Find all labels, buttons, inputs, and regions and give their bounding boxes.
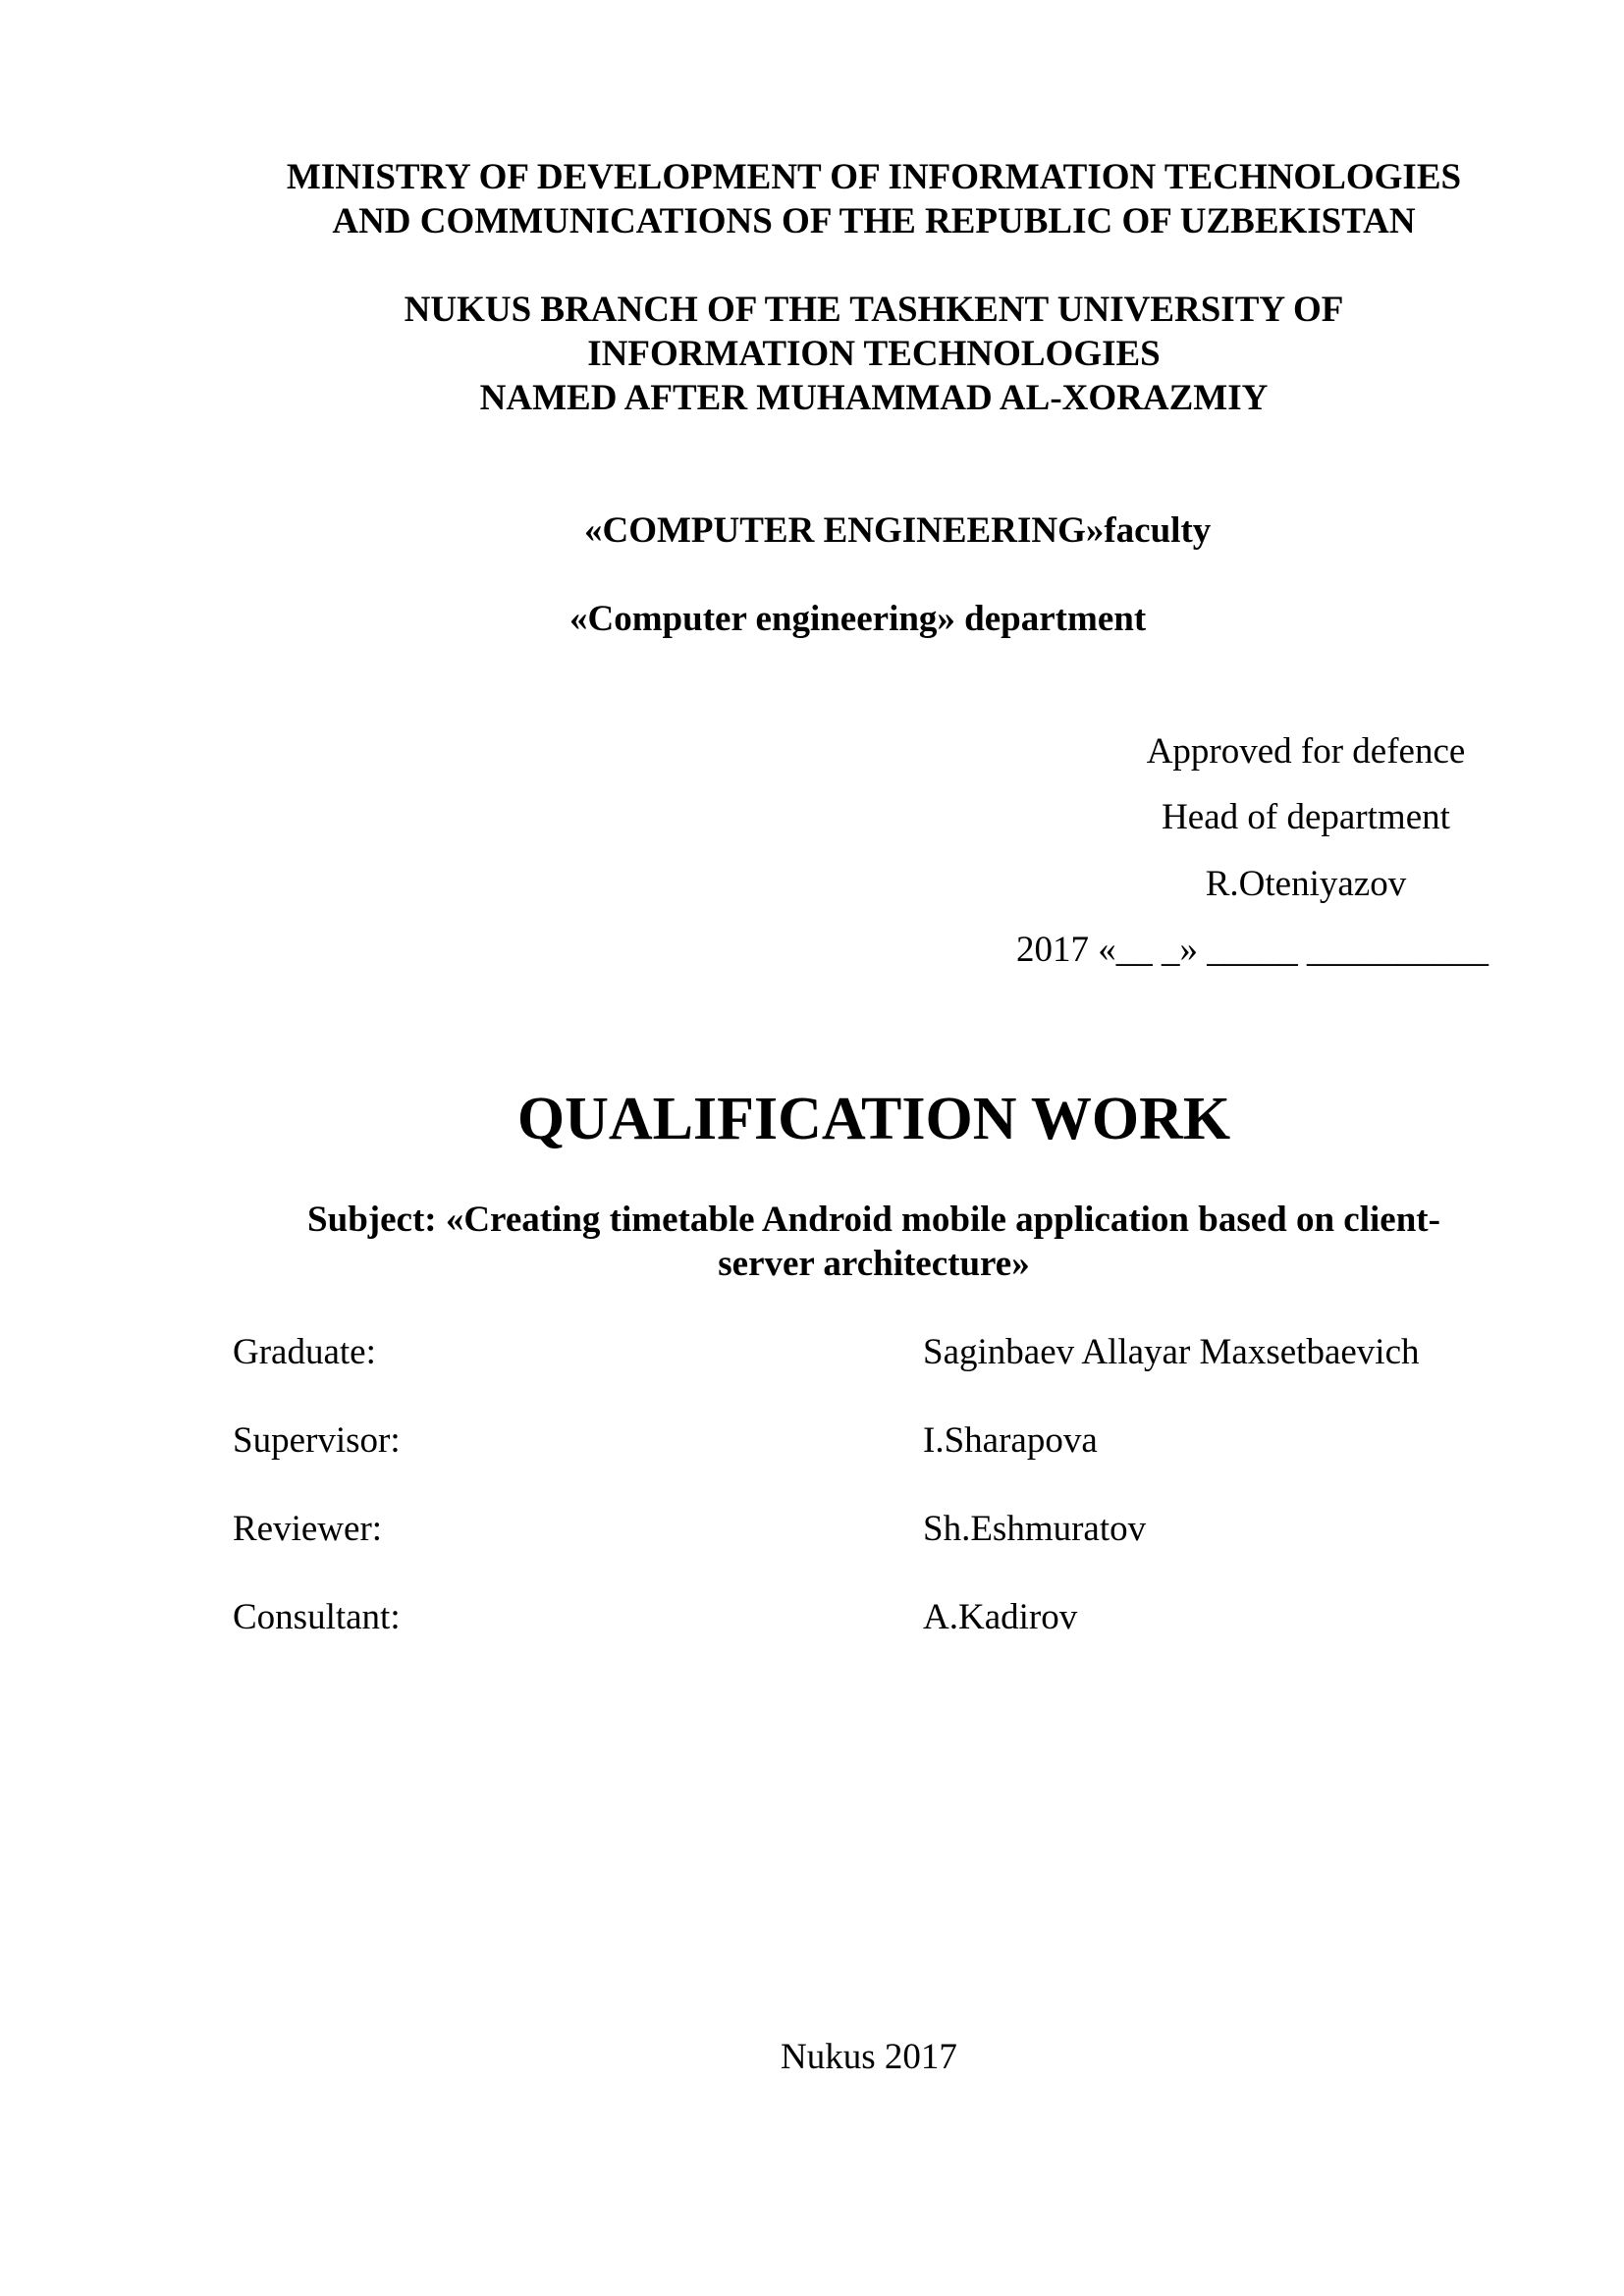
branch-heading-line-2: INFORMATION TECHNOLOGIES xyxy=(587,334,1161,374)
faculty-heading: «COMPUTER ENGINEERING»faculty xyxy=(584,510,1212,551)
approval-line-1: Approved for defence xyxy=(1146,731,1466,772)
person-label: Graduate: xyxy=(233,1332,376,1372)
subject-line-2: server architecture» xyxy=(718,1244,1030,1284)
approval-head-name: R.Oteniyazov xyxy=(1205,864,1407,904)
ministry-heading-line-2: AND COMMUNICATIONS OF THE REPUBLIC OF UZBEKISTAN xyxy=(332,201,1416,241)
person-name: Sh.Eshmuratov xyxy=(923,1509,1147,1549)
person-name: Saginbaev Allayar Maxsetbaevich xyxy=(923,1332,1420,1372)
person-name: I.Sharapova xyxy=(923,1420,1098,1461)
approval-line-2: Head of department xyxy=(1162,797,1450,837)
person-row-supervisor xyxy=(233,1418,1509,1463)
person-row-reviewer xyxy=(233,1507,1509,1551)
subject-line-1: Subject: «Creating timetable Android mobile application based on client- xyxy=(307,1200,1440,1240)
person-label: Consultant: xyxy=(233,1597,401,1637)
branch-heading-line-1: NUKUS BRANCH OF THE TASHKENT UNIVERSITY OF xyxy=(404,290,1344,330)
document-title: QUALIFICATION WORK xyxy=(516,1086,1231,1152)
branch-heading-line-3: NAMED AFTER MUHAMMAD AL-XORAZMIY xyxy=(479,378,1269,418)
department-heading: «Computer engineering» department xyxy=(569,599,1147,639)
person-row-graduate xyxy=(233,1330,1509,1374)
person-label: Reviewer: xyxy=(233,1509,383,1549)
footer-place-year: Nukus 2017 xyxy=(781,2037,957,2077)
person-row-consultant xyxy=(233,1595,1509,1639)
ministry-heading-line-1: MINISTRY OF DEVELOPMENT OF INFORMATION TECHNOLOGIES xyxy=(286,157,1462,197)
approval-date-signature-line: 2017 «__ _» _____ __________ xyxy=(1016,930,1489,970)
person-label: Supervisor: xyxy=(233,1420,401,1461)
person-name: A.Kadirov xyxy=(923,1597,1078,1637)
